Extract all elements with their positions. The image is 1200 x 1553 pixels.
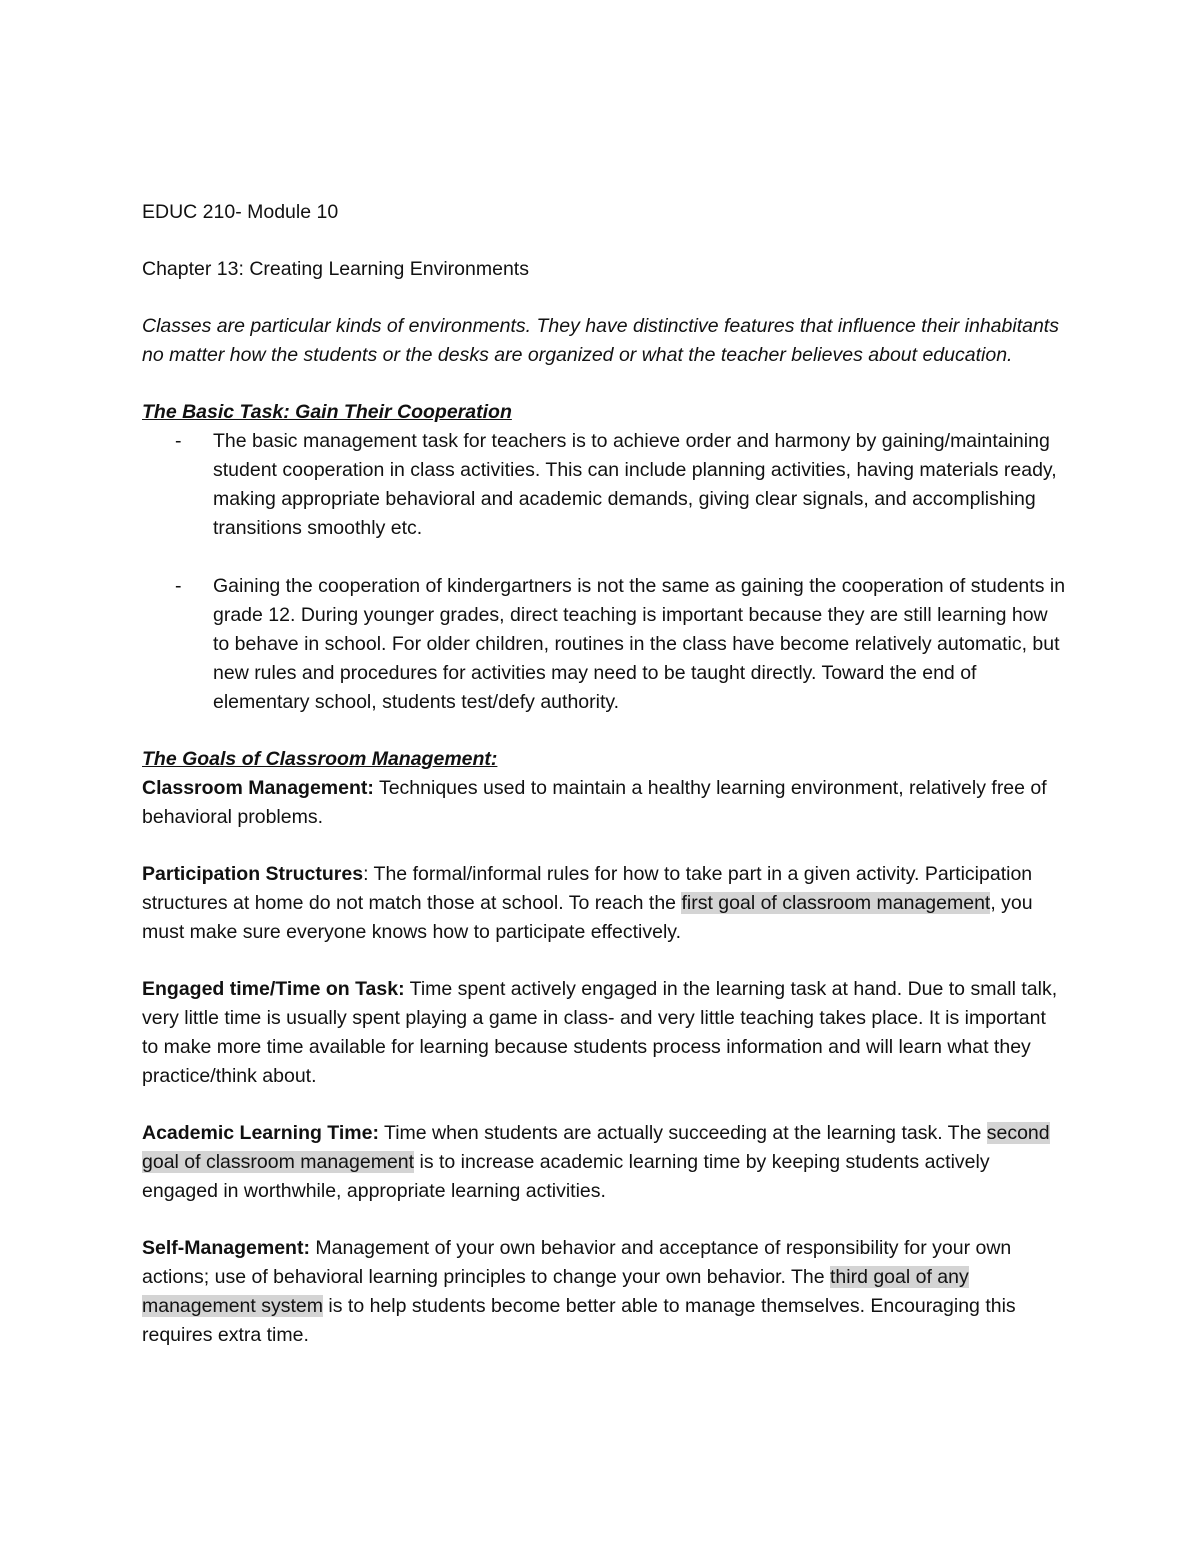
highlighted-text: third goal of any management system: [142, 1266, 969, 1317]
definition-text: Techniques used to maintain a healthy learning environment, relatively free of behavioral problems.: [142, 777, 1047, 828]
section-heading-goals: The Goals of Classroom Management:: [142, 748, 498, 770]
list-item: [142, 427, 1067, 543]
intro-paragraph: Classes are particular kinds of environments. They have distinctive features that influence their inhabitants no matter how the students or the desks are organized or what the teacher believes about education.: [142, 315, 1059, 366]
definition-text: : The formal/informal rules for how to take part in a given activity. Participation structures at home do not match those at school. To reach the: [142, 863, 1033, 914]
definition-classroom-management: [142, 774, 1067, 832]
dash-bullet: -: [175, 575, 182, 597]
definition-academic-learning-time: [142, 1119, 1067, 1206]
definition-text: is to help students become better able to manage themselves. Encouraging this requires extra time.: [142, 1295, 1016, 1346]
dash-bullet: -: [175, 430, 182, 452]
list-item: [142, 572, 1067, 717]
definition-text: is to increase academic learning time by keeping students actively engaged in worthwhile, appropriate learning activities.: [142, 1151, 990, 1202]
definition-participation-structures: [142, 860, 1067, 947]
definition-self-management: [142, 1234, 1067, 1350]
definition-text: , you must make sure everyone knows how to participate effectively.: [142, 892, 1033, 943]
chapter-title: Chapter 13: Creating Learning Environments: [142, 258, 529, 280]
highlighted-text: second goal of classroom management: [142, 1122, 1050, 1173]
highlighted-text: first goal of classroom management: [681, 892, 991, 914]
term-label: Academic Learning Time:: [142, 1122, 379, 1144]
section-heading-basic-task: The Basic Task: Gain Their Cooperation: [142, 401, 512, 423]
definition-text: Time spent actively engaged in the learning task at hand. Due to small talk, very little time is usually spent playing a game in class- and very little teaching takes place. It is important to make more time available for learning because students process information and will learn what they practice/think about.: [142, 978, 1058, 1087]
term-label: Self-Management:: [142, 1237, 310, 1259]
definition-engaged-time: [142, 975, 1067, 1091]
term-label: Participation Structures: [142, 863, 364, 885]
term-label: Engaged time/Time on Task:: [142, 978, 405, 1000]
list-item-text: The basic management task for teachers is to achieve order and harmony by gaining/maintaining student cooperation in class activities. This can include planning activities, having materials ready, making appropriate behavioral and academic demands, giving clear signals, and accomplishing transitions smoothly etc.: [213, 430, 1057, 539]
definition-text: Management of your own behavior and acceptance of responsibility for your own actions; use of behavioral learning principles to change your own behavior. The: [142, 1237, 1012, 1288]
definition-text: Time when students are actually succeeding at the learning task. The: [378, 1122, 987, 1144]
course-title: EDUC 210- Module 10: [142, 201, 339, 223]
list-item-text: Gaining the cooperation of kindergartners is not the same as gaining the cooperation of students in grade 12. During younger grades, direct teaching is important because they are still learning how to behave in school. For older children, routines in the class have become relatively automatic, but new rules and procedures for activities may need to be taught directly. Toward the end of elementary school, students test/defy authority.: [213, 575, 1066, 713]
document-page: [142, 198, 1067, 1350]
term-label: Classroom Management:: [142, 777, 374, 799]
basic-task-list: [142, 427, 1067, 717]
